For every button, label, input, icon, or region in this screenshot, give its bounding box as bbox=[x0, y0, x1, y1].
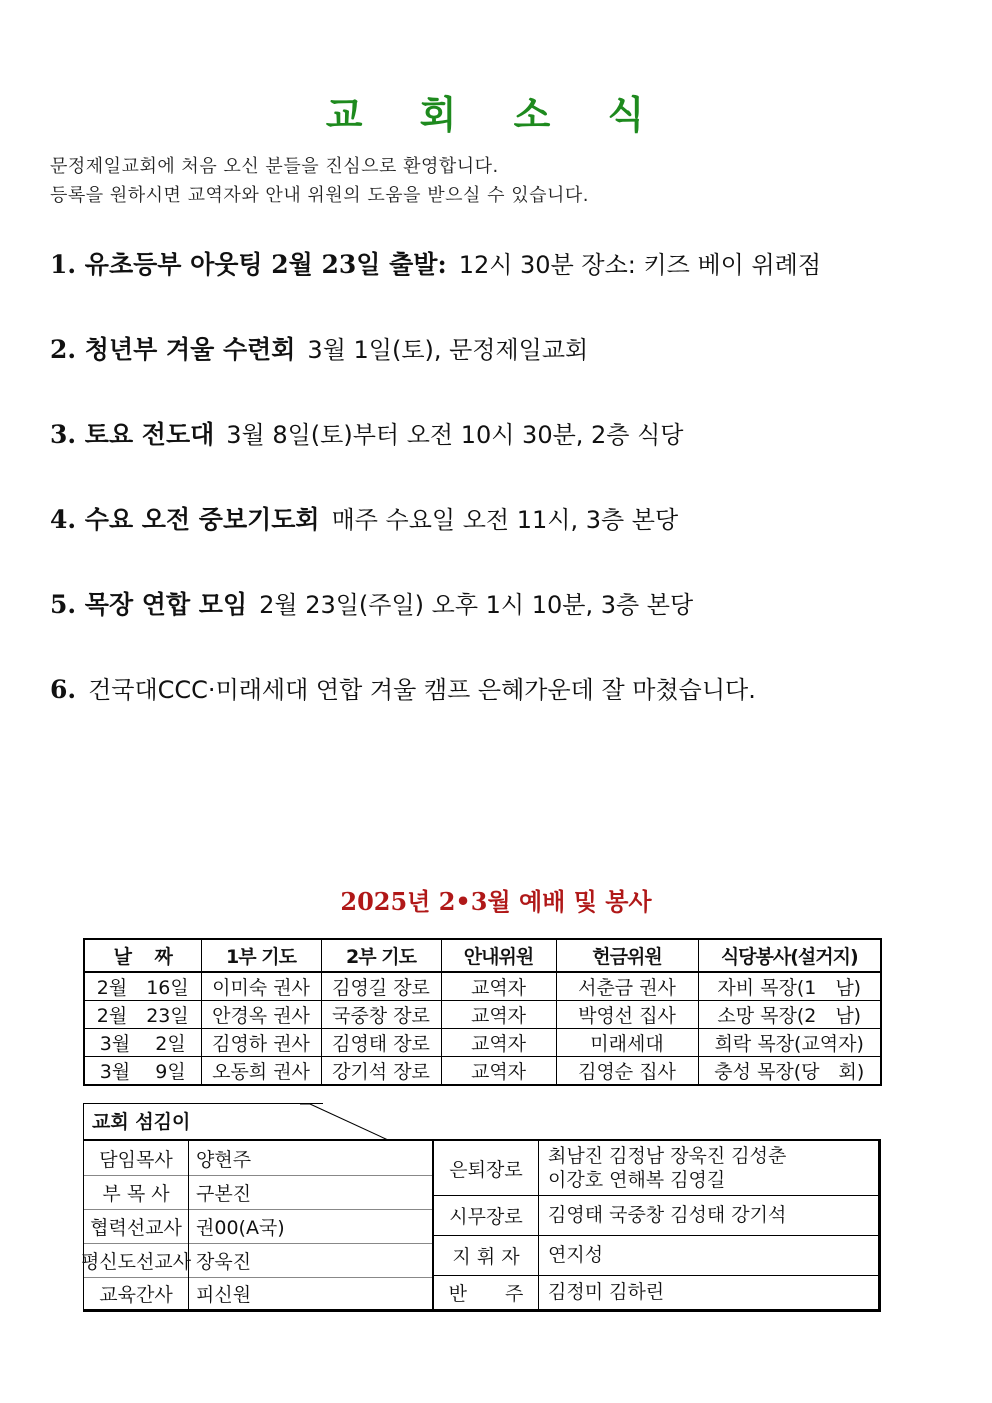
page-title: 교 회 소 식 bbox=[325, 93, 667, 137]
staff-names-line-1: 최남진 김정남 장욱진 김성춘 bbox=[548, 1145, 787, 1167]
staff-row bbox=[84, 1141, 432, 1176]
staff-name-value bbox=[548, 1235, 603, 1275]
staff-row bbox=[80, 1243, 432, 1278]
staff-name-value: 권00(A국) bbox=[196, 1216, 285, 1239]
news-item-6 bbox=[50, 670, 756, 705]
column-header-kitchen: 식당봉사(설거지) bbox=[698, 939, 881, 972]
column-header-prayer-2: 2부 기도 bbox=[321, 939, 441, 972]
table-cell: 이미숙 권사 bbox=[201, 972, 321, 1001]
table-cell: 교역자 bbox=[441, 1001, 556, 1029]
column-header-offering: 헌금위원 bbox=[556, 939, 698, 972]
table-row bbox=[84, 1057, 881, 1086]
table-cell: 교역자 bbox=[441, 1029, 556, 1057]
table-cell: 국중창 장로 bbox=[321, 1001, 441, 1029]
staff-row bbox=[434, 1195, 878, 1236]
staff-role-label: 지 휘 자 bbox=[434, 1235, 539, 1275]
news-item-2 bbox=[50, 330, 588, 366]
news-item-4 bbox=[50, 500, 678, 536]
table-cell: 2월 23일 bbox=[84, 1001, 201, 1029]
news-item-detail: 12시 30분 장소: 키즈 베이 위례점 bbox=[458, 251, 822, 279]
news-item-5 bbox=[50, 585, 693, 621]
staff-role-label: 은퇴장로 bbox=[434, 1141, 539, 1195]
staff-name-value: 양현주 bbox=[196, 1148, 252, 1171]
staff-row bbox=[84, 1209, 432, 1244]
staff-directory bbox=[80, 1139, 881, 1312]
news-item-heading: 2. 청년부 겨울 수련회 bbox=[50, 335, 296, 364]
intro-line-2: 등록을 원하시면 교역자와 안내 위원의 도움을 받으실 수 있습니다. bbox=[50, 185, 589, 206]
news-item-detail: 3월 8일(토)부터 오전 10시 30분, 2층 식당 bbox=[226, 421, 684, 449]
table-cell: 박영선 집사 bbox=[556, 1001, 698, 1029]
news-item-detail: 매주 수요일 오전 11시, 3층 본당 bbox=[331, 506, 679, 534]
news-item-detail: 2월 23일(주일) 오후 1시 10분, 3층 본당 bbox=[259, 591, 694, 619]
news-item-heading: 4. 수요 오전 중보기도회 bbox=[50, 505, 320, 534]
staff-row bbox=[434, 1141, 878, 1196]
table-cell: 충성 목장(당 회) bbox=[698, 1057, 881, 1086]
table-cell: 자비 목장(1 남) bbox=[698, 972, 881, 1001]
table-cell: 2월 16일 bbox=[84, 972, 201, 1001]
staff-section-tab: 교회 섬김이 bbox=[83, 1103, 323, 1139]
news-item-heading: 6. bbox=[50, 675, 77, 704]
staff-row bbox=[434, 1275, 878, 1309]
table-cell: 김영순 집사 bbox=[556, 1057, 698, 1086]
news-item-detail: 3월 1일(토), 문정제일교회 bbox=[307, 336, 589, 364]
table-cell: 안경옥 권사 bbox=[201, 1001, 321, 1029]
table-row bbox=[84, 1001, 881, 1029]
table-cell: 강기석 장로 bbox=[321, 1057, 441, 1086]
news-item-heading: 3. 토요 전도대 bbox=[50, 420, 215, 449]
tab-diagonal-divider bbox=[300, 1103, 390, 1141]
news-item-detail: 건국대CCC·미래세대 연합 겨울 캠프 은혜가운데 잘 마쳤습니다. bbox=[88, 676, 756, 704]
table-row bbox=[84, 1029, 881, 1057]
table-row bbox=[84, 972, 881, 1001]
staff-name-value bbox=[548, 1275, 664, 1309]
table-cell: 희락 목장(교역자) bbox=[698, 1029, 881, 1057]
staff-name-value: 피신원 bbox=[196, 1283, 252, 1306]
staff-names-line-1: 김영태 국중창 김성태 강기석 bbox=[548, 1204, 787, 1226]
staff-name-value bbox=[548, 1141, 786, 1195]
service-schedule-table bbox=[83, 938, 882, 1086]
staff-role-label: 시무장로 bbox=[434, 1195, 539, 1235]
staff-role-label: 담임목사 bbox=[84, 1141, 189, 1175]
staff-row bbox=[434, 1235, 878, 1276]
staff-role-label: 반 주 bbox=[434, 1275, 539, 1309]
schedule-title: 2025년 2•3월 예배 및 봉사 bbox=[340, 887, 652, 916]
table-cell: 3월 9일 bbox=[84, 1057, 201, 1086]
table-cell: 서춘금 권사 bbox=[556, 972, 698, 1001]
staff-role-label: 부 목 사 bbox=[84, 1175, 189, 1209]
column-header-prayer-1: 1부 기도 bbox=[201, 939, 321, 972]
table-cell: 미래세대 bbox=[556, 1029, 698, 1057]
column-header-usher: 안내위원 bbox=[441, 939, 556, 972]
table-cell: 오동희 권사 bbox=[201, 1057, 321, 1086]
staff-name-value bbox=[548, 1195, 786, 1235]
table-cell: 김영길 장로 bbox=[321, 972, 441, 1001]
staff-name-value: 구본진 bbox=[196, 1182, 252, 1205]
staff-names-line-2: 이강호 연해복 김영길 bbox=[548, 1169, 726, 1191]
staff-left-column bbox=[80, 1141, 434, 1309]
staff-right-column bbox=[434, 1141, 878, 1309]
news-item-1 bbox=[50, 245, 821, 281]
news-item-heading: 5. 목장 연합 모임 bbox=[50, 590, 248, 619]
staff-row bbox=[84, 1175, 432, 1210]
news-item-heading: 1. 유초등부 아웃팅 2월 23일 출발: bbox=[50, 250, 447, 279]
table-cell: 3월 2일 bbox=[84, 1029, 201, 1057]
staff-role-label: 평신도선교사 bbox=[84, 1243, 189, 1277]
table-cell: 김영하 권사 bbox=[201, 1029, 321, 1057]
staff-role-label: 교육간사 bbox=[84, 1277, 189, 1309]
staff-names-line-1: 연지성 bbox=[548, 1244, 604, 1266]
staff-role-label: 협력선교사 bbox=[84, 1209, 189, 1243]
staff-row bbox=[84, 1277, 432, 1309]
intro-line-1: 문정제일교회에 처음 오신 분들을 진심으로 환영합니다. bbox=[50, 156, 499, 177]
table-header-row bbox=[84, 939, 881, 972]
welcome-intro bbox=[50, 152, 589, 210]
table-cell: 교역자 bbox=[441, 972, 556, 1001]
staff-names-line-1: 김정미 김하린 bbox=[548, 1281, 665, 1303]
news-item-3 bbox=[50, 415, 684, 451]
table-cell: 소망 목장(2 남) bbox=[698, 1001, 881, 1029]
staff-name-value: 장욱진 bbox=[196, 1250, 252, 1273]
table-cell: 김영태 장로 bbox=[321, 1029, 441, 1057]
table-cell: 교역자 bbox=[441, 1057, 556, 1086]
column-header-date: 날 짜 bbox=[84, 939, 201, 972]
